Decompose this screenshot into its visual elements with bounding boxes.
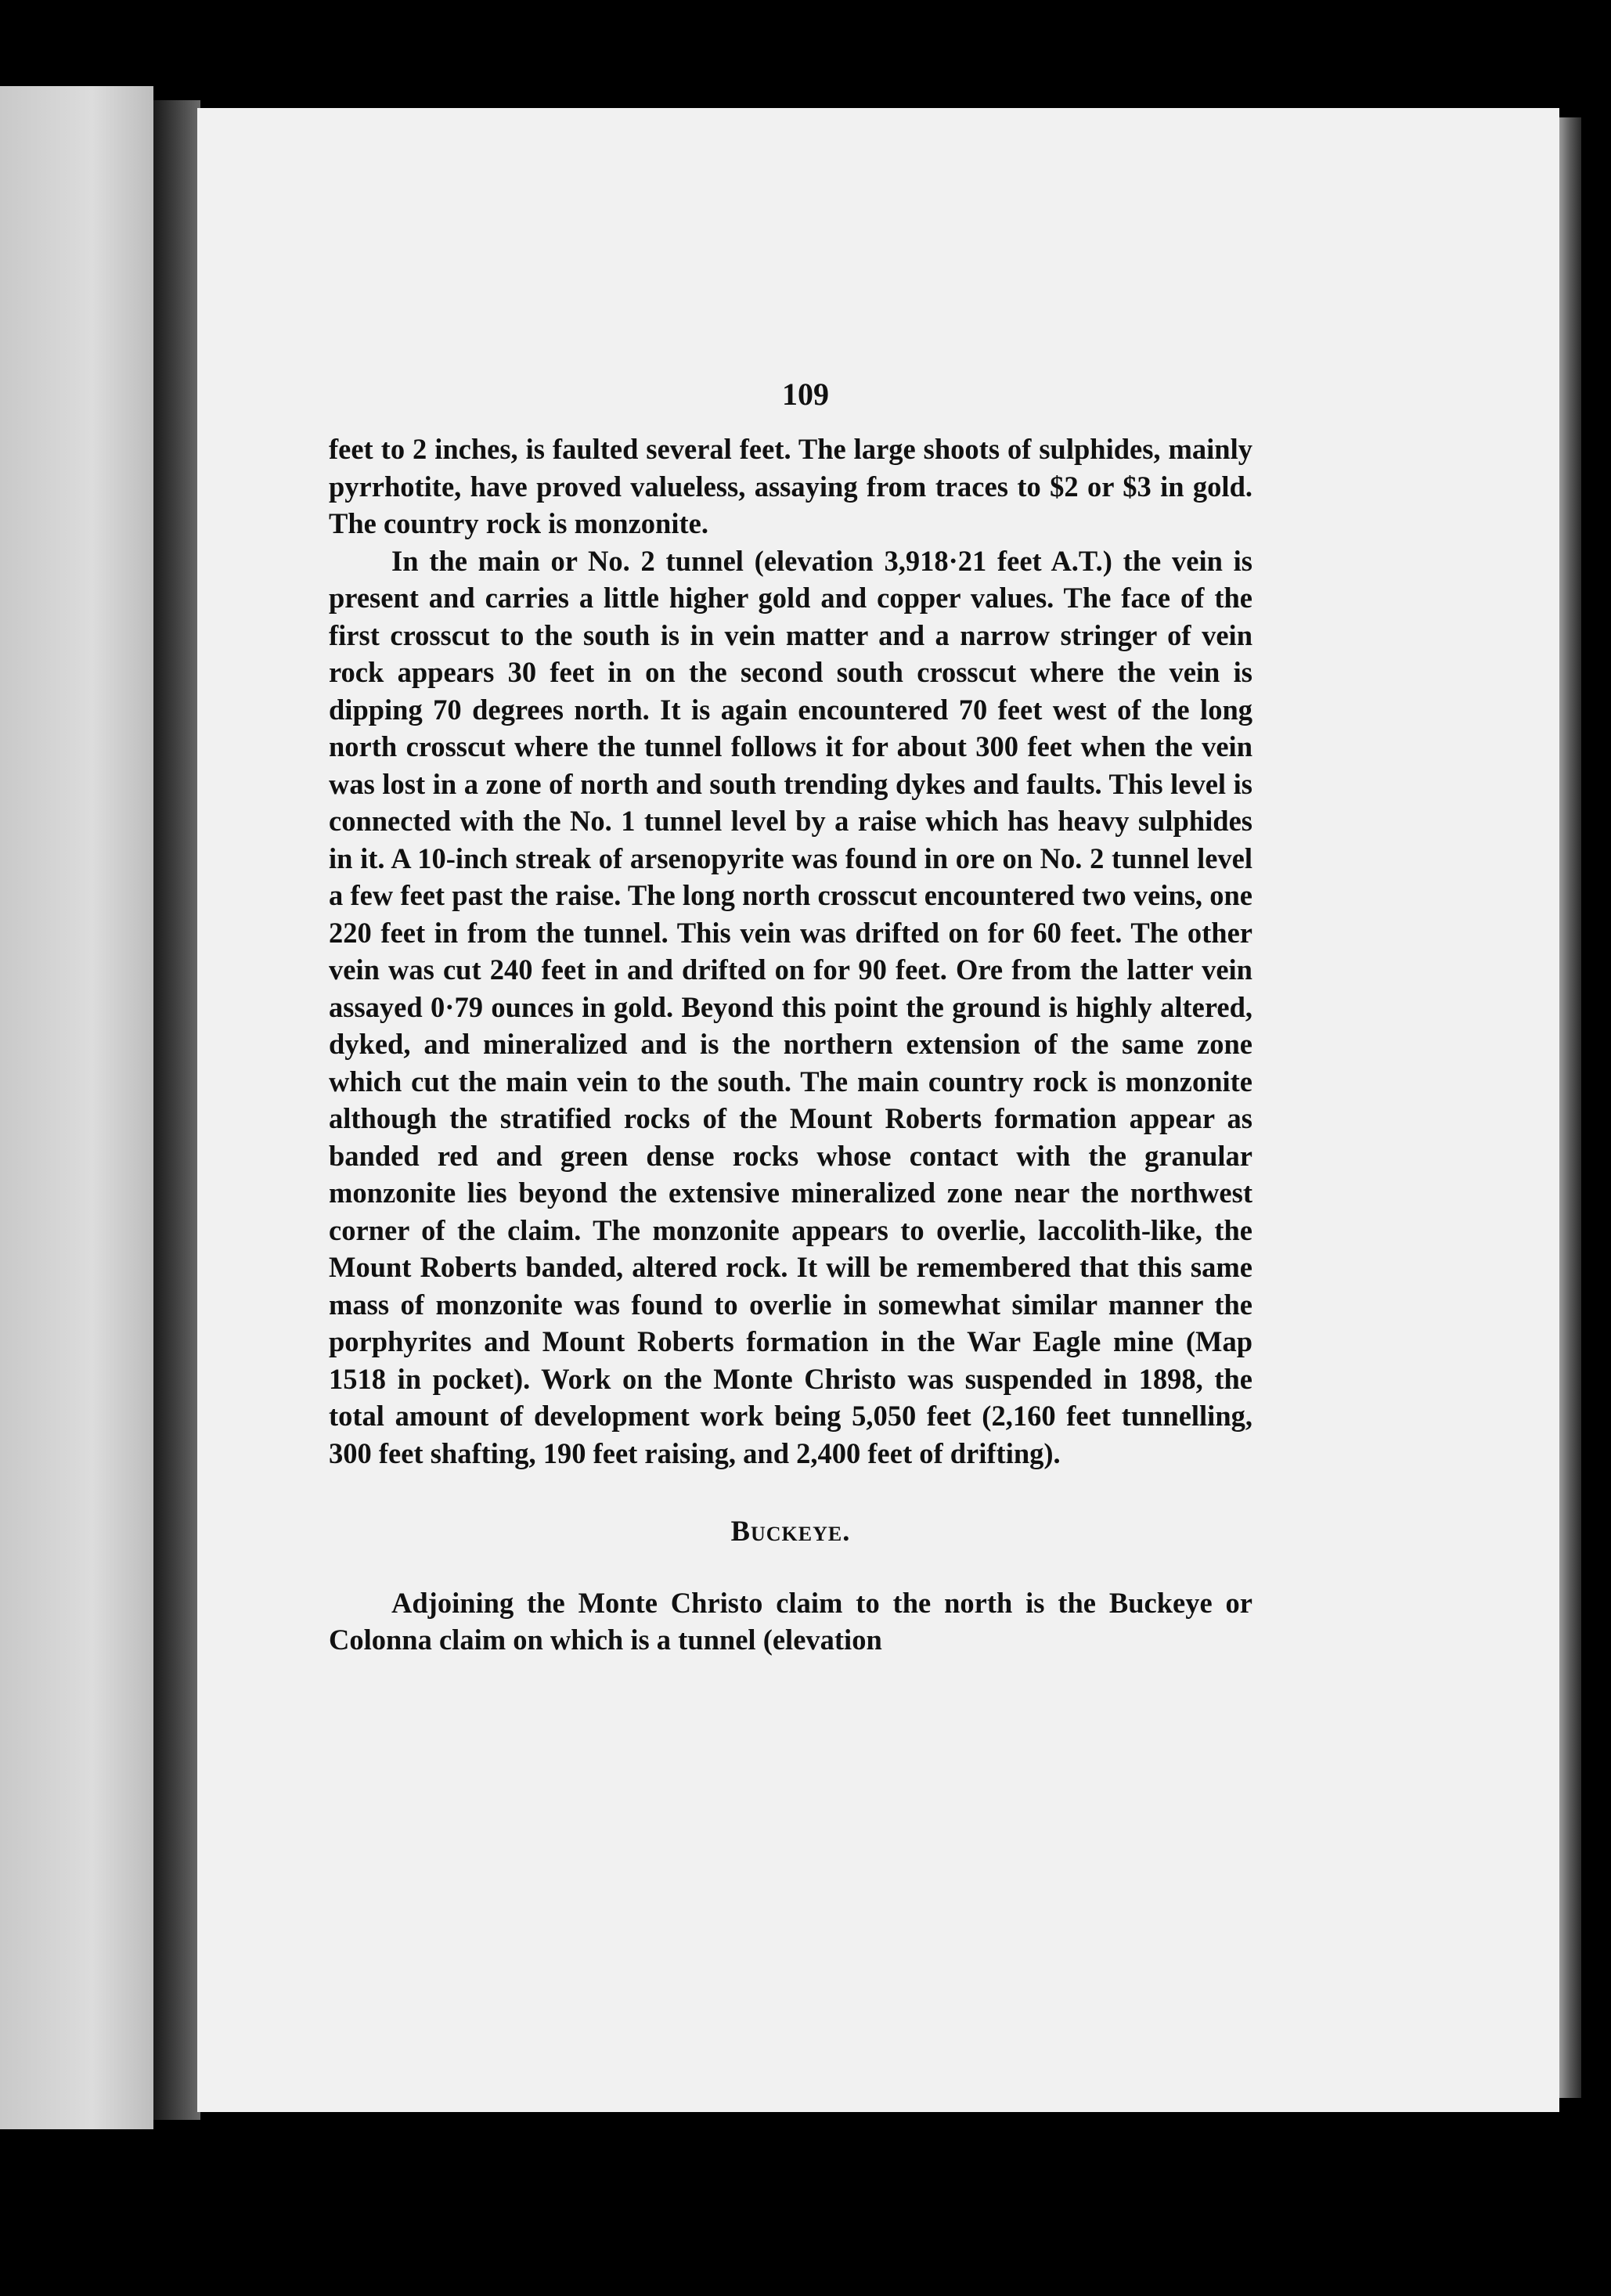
paragraph: feet to 2 inches, is faulted several feet. The large shoots of sulphides, mainly pyrrhotite, have proved valueless, assaying from traces to $2 or $3 in gold. The country rock is monzonite. <box>329 433 1252 539</box>
body-text <box>329 431 1252 1659</box>
page-number: 109 <box>782 377 829 412</box>
paragraph: Adjoining the Monte Christo claim to the north is the Buckeye or Colonna claim on which is a tunnel (elevation <box>329 1586 1252 1656</box>
paragraph: In the main or No. 2 tunnel (elevation 3,918·21 feet A.T.) the vein is present and carries a little higher gold and copper values. The face of the first crosscut to the south is in vein matter and a narrow stringer of vein rock appears 30 feet in on the second south crosscut where the vein is dipping 70 degrees north. It is again encountered 70 feet west of the long north crosscut where the tunnel follows it for about 300 feet when the vein was lost in a zone of north and south trending dykes and faults. This level is connected with the No. 1 tunnel level by a raise which has heavy sulphides in it. A 10-inch streak of arsenopyrite was found in ore on No. 2 tunnel level a few feet past the raise. The long north crosscut encountered two veins, one 220 feet in from the tunnel. This vein was drifted on for 60 feet. The other vein was cut 240 feet in and drifted on for 90 feet. Ore from the latter vein assayed 0·79 ounces in gold. Beyond this point the ground is highly altered, dyked, and mineralized and is the northern extension of the same zone which cut the main vein to the south. The main country rock is monzonite although the stratified rocks of the Mount Roberts formation appear as banded red and green dense rocks whose contact with the granular monzonite lies beyond the extensive mineralized zone near the northwest corner of the claim. The monzonite appears to overlie, laccolith-like, the Mount Roberts banded, altered rock. It will be remembered that this same mass of monzonite was found to overlie in somewhat similar manner the porphyrites and Mount Roberts formation in the War Eagle mine (Map 1518 in pocket). Work on the Monte Christo was suspended in 1898, the total amount of development work being 5,050 feet (2,160 feet tunnelling, 300 feet shafting, 190 feet raising, and 2,400 feet of drifting). <box>329 544 1252 1469</box>
right-page-edge <box>1559 117 1581 2098</box>
section-heading: Buckeye. <box>730 1515 851 1547</box>
